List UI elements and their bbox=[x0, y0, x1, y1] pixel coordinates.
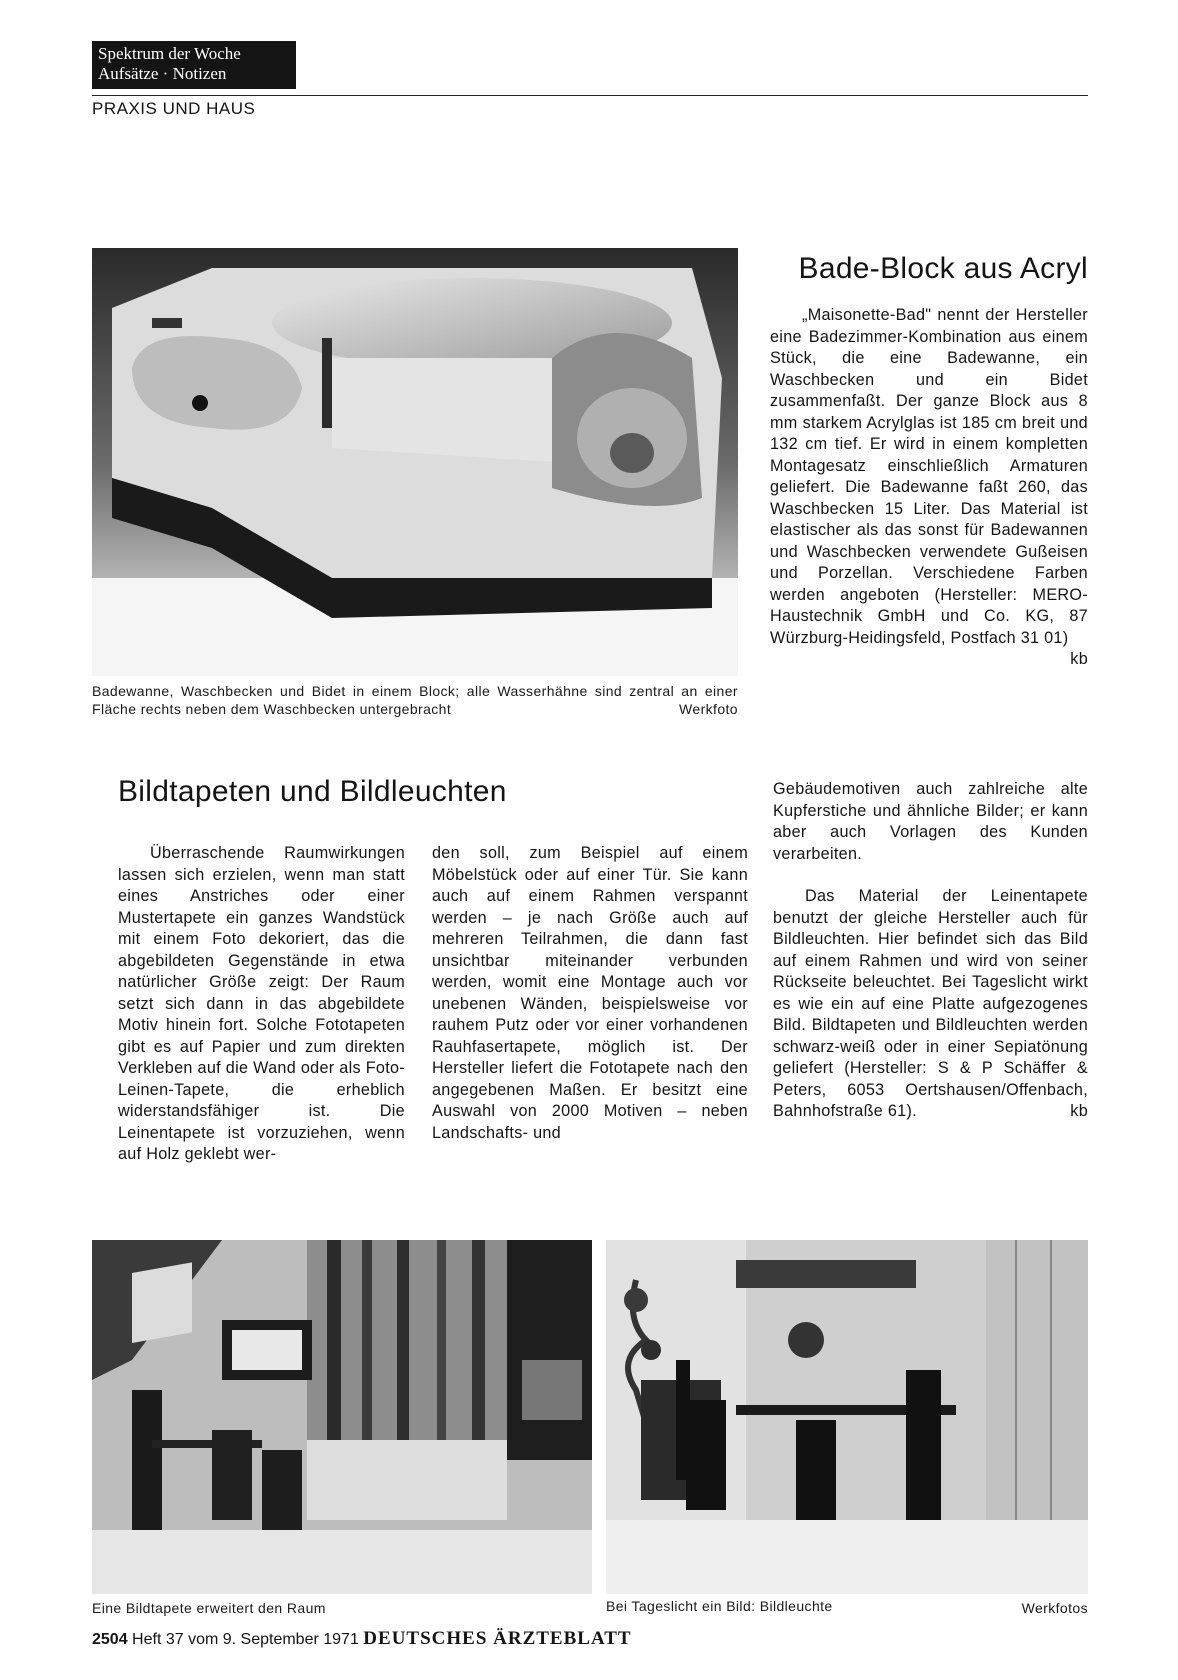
section-label: PRAXIS UND HAUS bbox=[92, 99, 256, 118]
issue-info: Heft 37 vom 9. September 1971 bbox=[132, 1631, 359, 1648]
photo-left-caption: Eine Bildtapete erweitert den Raum bbox=[92, 1600, 326, 1616]
bottom-photos-credit: Werkfotos bbox=[1021, 1600, 1088, 1616]
article2-col3-p2 bbox=[773, 886, 1088, 1123]
article2-column-2 bbox=[432, 843, 748, 1144]
photo-picture-light bbox=[606, 1240, 1088, 1594]
article2-col3-p2-text: Das Material der Leinentapete benutzt der gleiche Hersteller auch für Bildleuchten. Hier befindet sich das Bild auf einem Rahmen und wird von seiner Rückseite beleuchtet. Bei Tageslicht wirkt es wie ein auf eine Platte aufgezogenes Bild. Bildtapeten und Bildleuchten werden schwarz-weiß oder in einer Sepiatönung geliefert (Hersteller: S & P Schäffer & Peters, 6053 Oertshausen/Offenbach, Bahnhofstraße 61). bbox=[773, 887, 1088, 1120]
article1-signature: kb bbox=[1070, 650, 1088, 668]
bath-caption-credit: Werkfoto bbox=[679, 701, 738, 717]
article2-col3-p1: Gebäudemotiven auch zahlreiche alte Kupferstiche und ähnliche Bilder; er kann aber auch Vorlagen des Kunden verarbeiten. bbox=[773, 780, 1088, 863]
photo-wallpaper-room bbox=[92, 1240, 592, 1594]
article1-text-column bbox=[770, 305, 1088, 671]
article1-title: Bade-Block aus Acryl bbox=[798, 252, 1088, 285]
page-footer bbox=[92, 1628, 632, 1650]
article2-column-1 bbox=[118, 843, 405, 1166]
bath-block-photo bbox=[92, 248, 738, 676]
bath-photo-caption bbox=[92, 682, 738, 718]
article2-col2-text: den soll, zum Beispiel auf einem Möbelstück oder auf einer Tür. Sie kann auch auf einem Rahmen verspannt werden – je nach Größe auch auf mehreren Teilrahmen, die dann fast unsichtbar miteinander verbunden werden, womit eine Montage auch vor unebenen Wänden, beispielsweise vor rauhem Putz oder vor einer vorhandenen Rauhfasertapete, möglich ist. Der Hersteller liefert die Fototapete nach den angegebenen Maßen. Er besitzt eine Auswahl von 2000 Motiven – neben Landschafts- und bbox=[432, 844, 748, 1142]
page-number: 2504 bbox=[92, 1631, 128, 1648]
header-rule bbox=[92, 95, 1088, 96]
article2-signature: kb bbox=[1070, 1102, 1088, 1120]
article2-column-3 bbox=[773, 779, 1088, 1123]
article1-body-text: „Maisonette-Bad" nennt der Hersteller eine Badezimmer-Kombination aus einem Stück, die eine Badewanne, ein Waschbecken und ein Bidet zusammenfaßt. Der ganze Block aus 8 mm starkem Acrylglas ist 185 cm breit und 132 cm tief. Er wird in einem kompletten Montagesatz einschließlich Armaturen geliefert. Die Badewanne faßt 260, das Waschbecken 15 Liter. Das Material ist elastischer als das sonst für Badewannen und Waschbecken verwendete Gußeisen und Porzellan. Verschiedene Farben werden angeboten (Hersteller: MERO-Haustechnik GmbH und Co. KG, 87 Würzburg-Heidingsfeld, Postfach 31 01) bbox=[770, 306, 1088, 647]
bath-caption-text: Badewanne, Waschbecken und Bidet in einem Block; alle Wasserhähne sind zentral an einer Fläche rechts neben dem Waschbecken untergebracht bbox=[92, 683, 738, 717]
article1-body bbox=[770, 305, 1088, 668]
journal-name: DEUTSCHES ÄRZTEBLATT bbox=[363, 1628, 632, 1649]
photo-right-caption: Bei Tageslicht ein Bild: Bildleuchte bbox=[606, 1598, 833, 1614]
header-box-line1: Spektrum der Woche bbox=[98, 44, 241, 63]
article2-col1-text: Überraschende Raumwirkungen lassen sich erzielen, wenn man statt eines Anstriches oder einer Mustertapete ein ganzes Wandstück mit einem Foto dekoriert, das die abgebildeten Gegenstände in etwa natürlicher Größe zeigt: Der Raum setzt sich dann in das abgebildete Motiv hinein fort. Solche Fototapeten gibt es auf Papier und zum direkten Verkleben auf die Wand oder als Foto-Leinen-Tapete, die erheblich widerstandsfähiger ist. Die Leinentapete ist vorzuziehen, wenn auf Holz geklebt wer- bbox=[118, 844, 405, 1163]
article2-title: Bildtapeten und Bildleuchten bbox=[118, 775, 507, 808]
section-header-box bbox=[92, 41, 296, 89]
header-box-line2: Aufsätze · Notizen bbox=[98, 64, 227, 83]
